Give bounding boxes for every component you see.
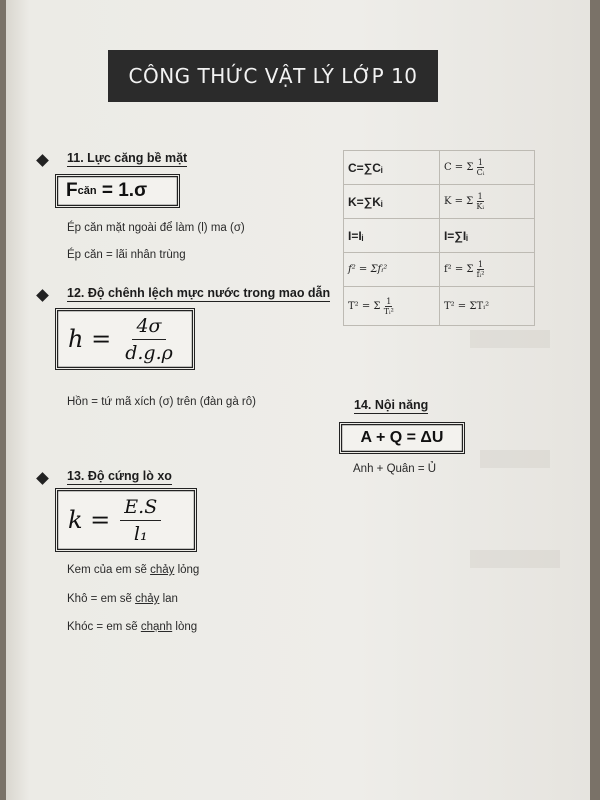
section-11-formula-box xyxy=(55,174,180,208)
section-14-formula-box xyxy=(339,422,465,454)
cell-fraction xyxy=(477,158,485,177)
section-13-heading: 13. Độ cứng lò xo xyxy=(67,469,172,483)
formula-f: F xyxy=(66,180,78,201)
cell-fraction-denominator: Tᵢ² xyxy=(383,306,394,316)
note-2-pre: Khô = em sẽ xyxy=(67,593,136,605)
cell-fraction-denominator: Cᵢ xyxy=(476,168,485,177)
note-1-pre: Kem của em sẽ xyxy=(67,564,151,576)
cell-fraction xyxy=(384,297,394,316)
table-row xyxy=(344,253,535,287)
cell-fraction xyxy=(476,192,484,211)
note-1-post: lỏng xyxy=(174,564,200,576)
table-row xyxy=(344,151,535,185)
cell-prefix: f² = Σ xyxy=(443,264,474,275)
table-row xyxy=(344,185,535,219)
table-cell: C=∑Cᵢ xyxy=(344,151,440,185)
page-title: CÔNG THỨC VẬT LÝ LỚP 10 xyxy=(108,50,438,102)
formula-k-numerator: E.S xyxy=(120,496,161,521)
table-cell xyxy=(344,287,440,326)
section-13-note-2 xyxy=(67,593,178,605)
formula-h-lhs: h = xyxy=(68,325,112,353)
formula-h-fraction xyxy=(121,315,177,364)
formula-h-denominator: d.g.ρ xyxy=(125,341,173,364)
table-cell: I=∑Iᵢ xyxy=(439,219,534,253)
cell-fraction-numerator: 1 xyxy=(477,158,484,167)
section-13-note-3 xyxy=(67,621,197,633)
formula-h-numerator: 4σ xyxy=(132,315,165,340)
section-11-heading: 11. Lực căng bề mặt xyxy=(67,151,188,165)
cell-fraction-denominator: Kᵢ xyxy=(476,202,485,211)
section-12-heading: 12. Độ chênh lệch mực nước trong mao dẫn xyxy=(67,286,331,300)
formula-f-subscript: căn xyxy=(77,185,97,197)
table-cell: I=Iᵢ xyxy=(344,219,440,253)
table-cell xyxy=(439,151,534,185)
section-13-note-1 xyxy=(67,564,199,576)
note-2-underlined: chảy xyxy=(135,593,160,605)
table-row xyxy=(344,219,535,253)
section-11-note-2: Ép căn = lãi nhân trùng xyxy=(67,249,186,261)
section-14-heading: 14. Nội năng xyxy=(354,398,429,412)
section-14-formula: A + Q = ΔU xyxy=(360,429,444,446)
table-cell xyxy=(439,253,534,287)
formula-f-rest: = 1.σ xyxy=(96,180,148,201)
note-3-pre: Khóc = em sẽ xyxy=(67,621,141,633)
bleed-through-decoration xyxy=(470,330,580,750)
formula-k-lhs: k = xyxy=(68,506,111,534)
section-11-note-1: Ép căn mặt ngoài để làm (l) ma (σ) xyxy=(67,222,245,234)
table-cell: K=∑Kᵢ xyxy=(344,185,440,219)
table-cell: f² = Σfᵢ² xyxy=(344,253,440,287)
cell-fraction-denominator: fᵢ² xyxy=(476,270,485,279)
section-12-note: Hồn = tứ mã xích (σ) trên (đàn gà rô) xyxy=(67,396,256,408)
formula-table xyxy=(343,150,535,326)
section-13-formula-box xyxy=(55,488,197,552)
section-12-formula-box xyxy=(55,308,195,370)
cell-fraction-numerator: 1 xyxy=(478,260,484,269)
section-14-note: Anh + Quân = Ủ xyxy=(353,463,437,475)
cell-fraction xyxy=(477,260,485,279)
table-cell: T² = ΣTᵢ² xyxy=(439,287,534,326)
note-2-post: lan xyxy=(159,593,178,605)
formula-k-fraction xyxy=(120,496,161,545)
formula-k-denominator: l₁ xyxy=(133,522,148,545)
table-row xyxy=(344,287,535,326)
cell-fraction-numerator: 1 xyxy=(386,296,392,306)
note-3-post: lòng xyxy=(172,621,198,633)
cell-fraction-numerator: 1 xyxy=(477,192,483,201)
cell-prefix: T² = Σ xyxy=(348,300,381,312)
table-cell xyxy=(439,185,534,219)
note-1-underlined: chảy xyxy=(150,564,175,576)
cell-prefix: C = Σ xyxy=(443,162,474,173)
cell-prefix: K = Σ xyxy=(443,196,474,207)
note-3-underlined: chạnh xyxy=(140,621,173,633)
